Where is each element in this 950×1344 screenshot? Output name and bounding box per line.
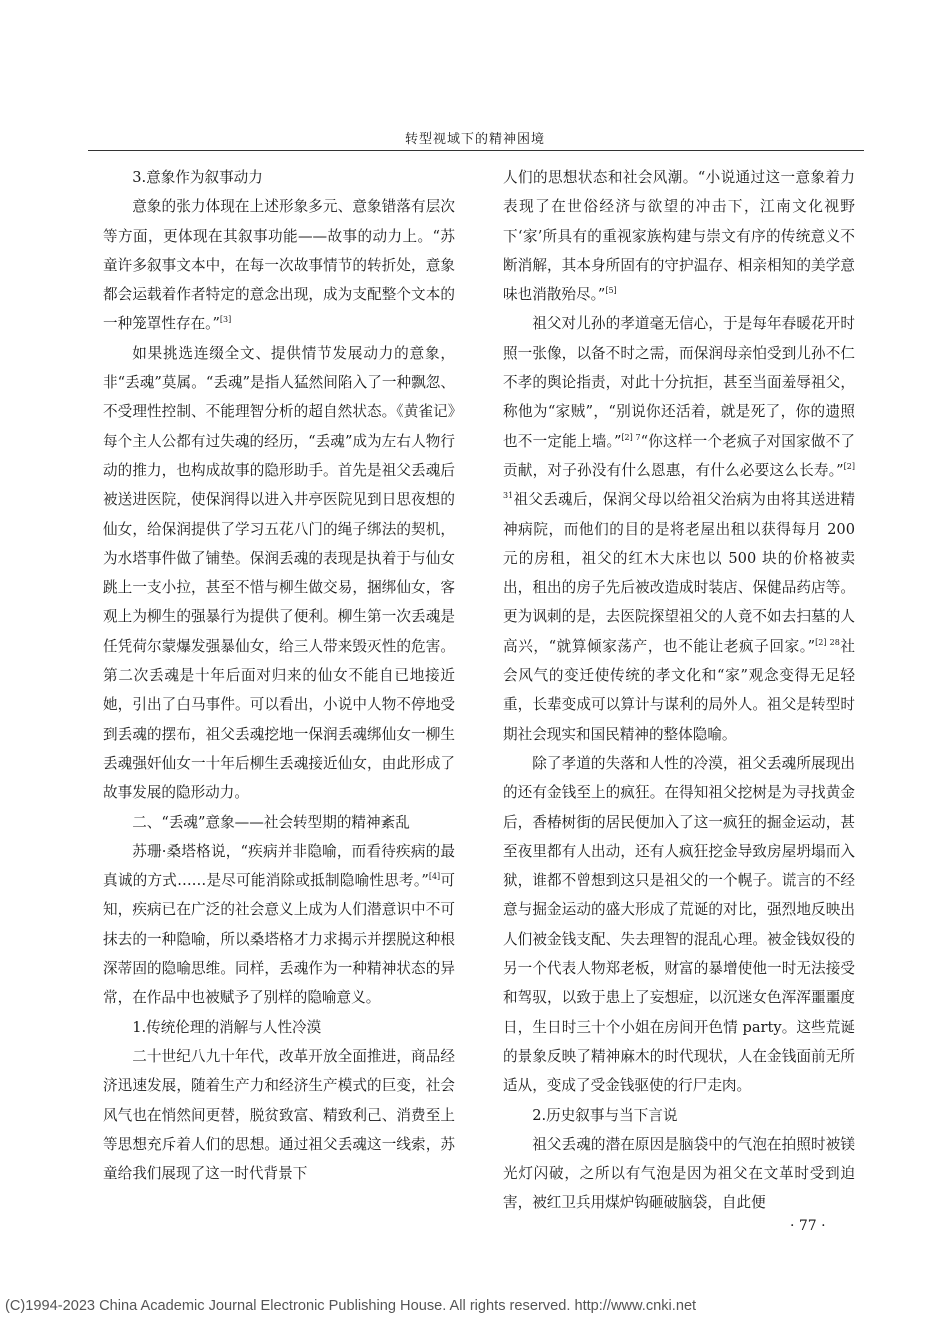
paragraph: 除了孝道的失落和人性的冷漠，祖父丢魂所展现出的还有金钱至上的疯狂。在得知祖父挖树是为寻找黄金后，香椿树街的居民便加入了这一疯狂的掘金运动，甚至夜里都有人出动，还有人疯狂挖金导致房屋坍塌而入狱，谁都不曾想到这只是祖父的一个幌子。谎言的不经意与掘金运动的盛大形成了荒诞的对比，强烈地反映出人们被金钱支配、失去理智的混乱心理。被金钱奴役的另一个代表人物郑老板，财富的暴增使他一时无法接受和驾驭，以致于患上了妄想症，以沉迷女色浑浑噩噩度日，生日时三十个小姐在房间开色情 party。这些荒诞的景象反映了精神麻木的时代现状，人在金钱面前无所适从，变成了受金钱驱使的行尸走肉。 xyxy=(503,754,855,1095)
paragraph: 祖父对儿孙的孝道毫无信心，于是每年春暖花开时照一张像，以备不时之需，而保润母亲怕受到儿孙不仁不孝的舆论指责，对此十分抗拒，甚至当面羞辱祖父，称他为“家贼”，“别说你还活着，就是死了，你的遗照也不一定能上墙。”$^{[2] 7}$“你这样一个老疯子对国家做不了贡献，对子孙没有什么恩惠，有什么必要这么长寿。”$^{[2] 31}$祖父丢魂后，保润父母以给祖父治病为由将其送进精神病院，而他们的目的是将老屋出租以获得每月 200 元的房租，祖父的红木大床也以 500 块的价格被卖出，租出的房子先后被改造成时装店、保健品药店等。更为讽刺的是，去医院探望祖父的人竟不如去扫墓的人高兴，“就算倾家荡产，也不能让老疯子回家。”$^{[2] 28}$社会风气的变迁使传统的孝文化和“家”观念变得无足轻重，长辈变成可以算计与谋利的局外人。祖父是转型时期社会现实和国民精神的整体隐喻。 xyxy=(503,315,855,743)
footnote-ref: [2] 28 xyxy=(815,637,840,647)
footnote-ref: [2] 7 xyxy=(621,432,641,442)
footnote-ref: [2] 31 xyxy=(503,461,855,501)
footnote-ref: [5] xyxy=(605,286,617,296)
section-heading: 1.传统伦理的消解与人性冷漠 xyxy=(132,1018,322,1036)
running-header: 转型视域下的精神困境 xyxy=(404,132,545,147)
paragraph: 苏珊·桑塔格说，“疾病并非隐喻，而看待疾病的最真诚的方式……是尽可能消除或抵制隐喻性思考。”[4]可知，疾病已在广泛的社会意义上成为人们潜意识中不可抹去的一种隐喻，所以桑塔格才力求揭示并摆脱这种根深蒂固的隐喻思维。同样，丢魂作为一种精神状态的异常，在作品中也被赋予了别样的隐喻意义。 xyxy=(103,842,455,1007)
section-heading: 二、“丢魂”意象——社会转型期的精神紊乱 xyxy=(132,813,410,831)
paragraph: 人们的思想状态和社会风潮。“小说通过这一意象着力表现了在世俗经济与欲望的冲击下，江南文化视野下‘家’所具有的重视家族构建与崇文有序的传统意义不断消解，其本身所固有的守护温存、相亲相知的美学意味也消散殆尽。”[5] xyxy=(503,169,855,304)
footnote-ref: [4] xyxy=(428,872,441,882)
footnote-ref: [3] xyxy=(219,315,232,325)
header-rule xyxy=(88,150,864,151)
copyright-footer: (C)1994-2023 China Academic Journal Electronic Publishing House. All rights reserved. http://www.cnki.net xyxy=(5,1298,697,1314)
paragraph: 如果挑选连缀全文、提供情节发展动力的意象，非“丢魂”莫属。“丢魂”是指人猛然间陷入了一种飘忽、不受理性控制、不能理智分析的超自然状态。《黄雀记》每个主人公都有过失魂的经历，“丢魂”成为左右人物行动的推力，也构成故事的隐形助手。首先是祖父丢魂后被送进医院，使保润得以进入井亭医院见到日思夜想的仙女，给保润提供了学习五花八门的绳子绑法的契机，为水塔事件做了铺垫。保润丢魂的表现是执着于与仙女跳上一支小拉，甚至不惜与柳生做交易，捆绑仙女，客观上为柳生的强暴行为提供了便利。柳生第一次丢魂是任凭荷尔蒙爆发强暴仙女，给三人带来毁灭性的危害。第二次丢魂是十年后面对归来的仙女不能自已地接近她，引出了白马事件。可以看出，小说中人物不停地受到丢魂的摆布，祖父丢魂挖地一保润丢魂绑仙女一柳生丢魂强奸仙女一十年后柳生丢魂接近仙女，由此形成了故事发展的隐形动力。 xyxy=(103,344,455,802)
page-number: · 77 · xyxy=(790,1218,826,1234)
left-column xyxy=(103,163,455,1188)
section-heading: 2.历史叙事与当下言说 xyxy=(532,1106,678,1124)
section-heading: 3.意象作为叙事动力 xyxy=(132,169,263,186)
right-column xyxy=(503,163,855,1218)
paragraph: 祖父丢魂的潜在原因是脑袋中的气泡在拍照时被镁光灯闪破，之所以有气泡是因为祖父在文革时受到迫害，被红卫兵用煤炉钩砸破脑袋，自此便 xyxy=(503,1135,855,1212)
paragraph: 意象的张力体现在上述形象多元、意象错落有层次等方面，更体现在其叙事功能——故事的动力上。“苏童许多叙事文本中，在每一次故事情节的转折处，意象都会运载着作者特定的意念出现，成为支配整个文本的一种笼罩性存在。”[3] xyxy=(103,198,455,333)
paragraph: 二十世纪八九十年代，改革开放全面推进，商品经济迅速发展，随着生产力和经济生产模式的巨变，社会风气也在悄然间更替，脱贫致富、精致利己、消费至上等思想充斥着人们的思想。通过祖父丢魂这一线索，苏童给我们展现了这一时代背景下 xyxy=(103,1047,455,1183)
